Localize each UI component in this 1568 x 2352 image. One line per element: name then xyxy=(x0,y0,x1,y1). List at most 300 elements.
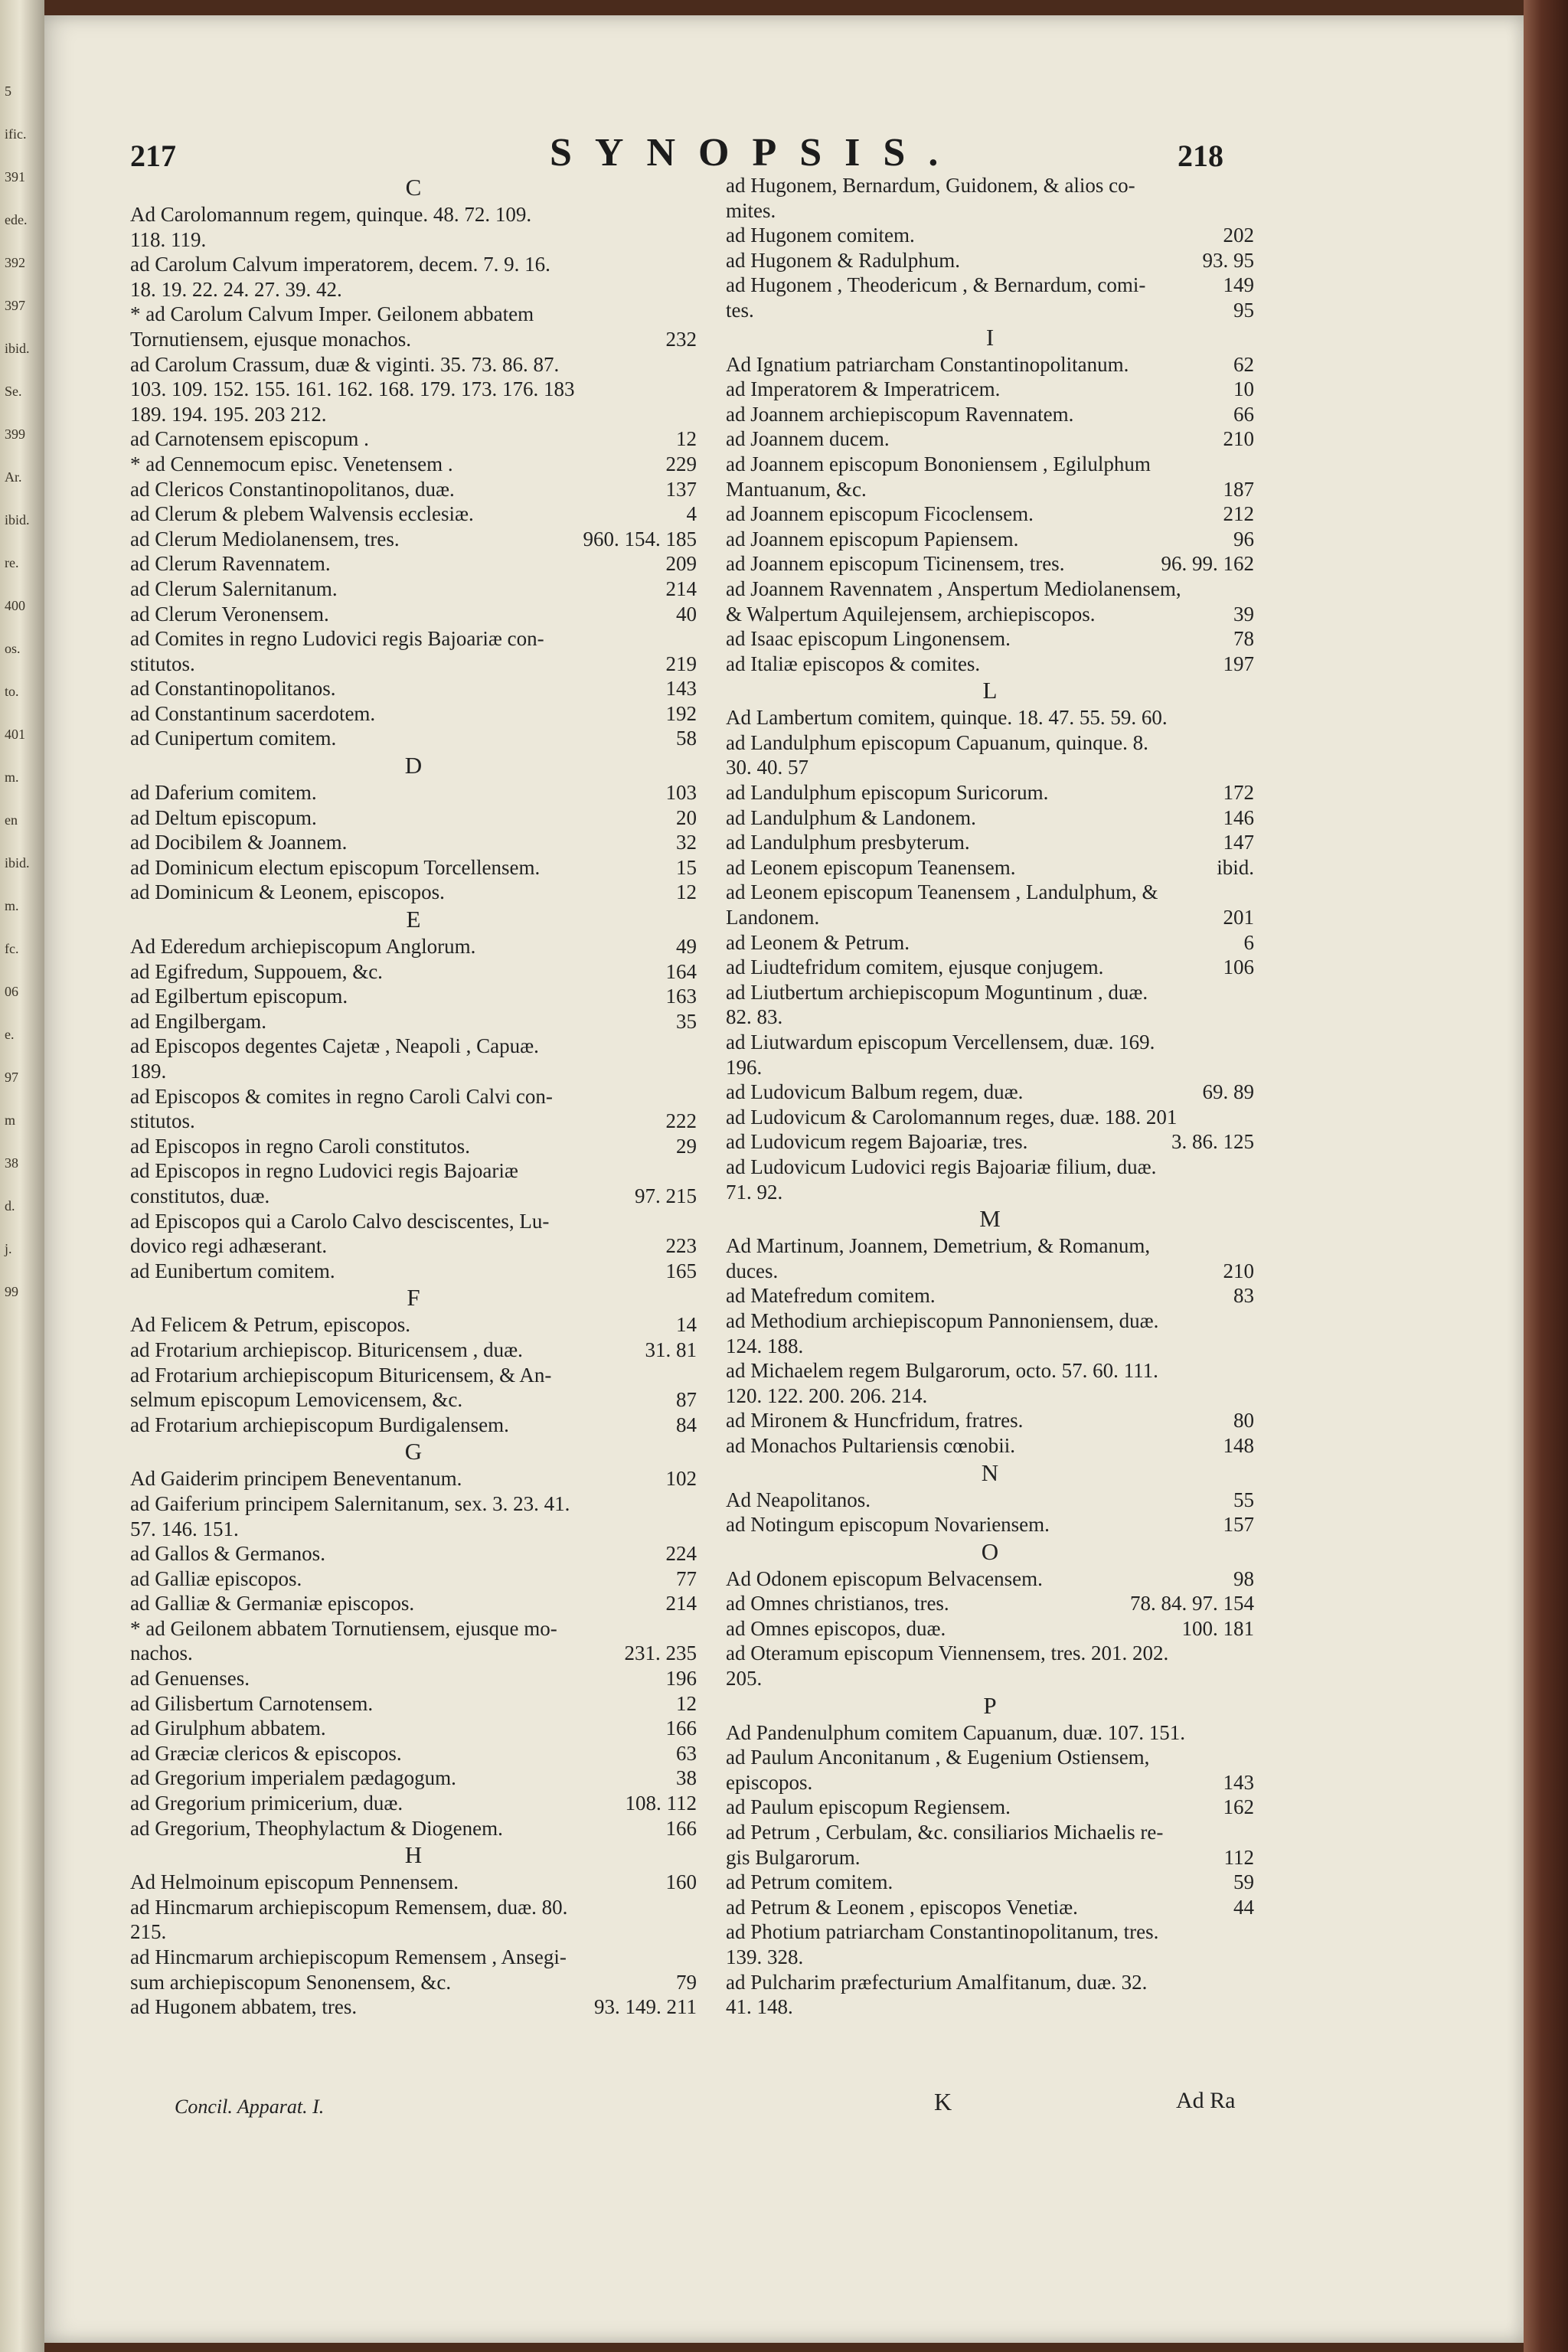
entry-text: 57. 146. 151. xyxy=(130,1517,239,1540)
index-entry xyxy=(130,527,697,552)
entry-text: duces. xyxy=(726,1259,779,1282)
index-entry xyxy=(130,1616,697,1642)
binding-edge-fragment: m. xyxy=(5,769,19,785)
index-entry xyxy=(130,1363,697,1388)
index-entry xyxy=(130,252,697,277)
entry-text: ad Cunipertum comitem. xyxy=(130,727,337,750)
entry-text: ad Docibilem & Joannem. xyxy=(130,831,348,854)
entry-page-ref: 232 xyxy=(665,327,697,351)
page-number-right: 218 xyxy=(1178,139,1223,173)
index-entry xyxy=(726,1970,1254,1995)
index-entry xyxy=(130,959,697,985)
entry-page-ref: 143 xyxy=(665,677,697,701)
index-entry-continuation xyxy=(726,1994,1254,2020)
catchword: Ad Ra xyxy=(1176,2088,1236,2113)
index-entry-continuation xyxy=(726,1845,1254,1870)
section-letter: G xyxy=(404,1438,423,1465)
index-entry xyxy=(726,1720,1254,1746)
section-letter: I xyxy=(985,323,995,351)
index-entry xyxy=(130,1766,697,1791)
binding-edge-fragment: re. xyxy=(5,555,19,570)
entry-page-ref: 210 xyxy=(1223,1259,1254,1282)
entry-text: 118. 119. xyxy=(130,227,207,251)
entry-page-ref: 12 xyxy=(676,1691,697,1715)
entry-text: ad Hincmarum archiepiscopum Remensem , Ansegi- xyxy=(130,1945,567,1968)
entry-text: Ad Odonem episcopum Belvacensem. xyxy=(726,1566,1043,1590)
index-entry xyxy=(726,1488,1254,1513)
section-letter: O xyxy=(981,1537,999,1565)
index-entry xyxy=(726,855,1254,880)
entry-text: ad Egifredum, Suppouem, &c. xyxy=(130,959,383,983)
entry-page-ref: 192 xyxy=(665,701,697,725)
index-entry xyxy=(130,1491,697,1517)
index-entry xyxy=(726,1308,1254,1334)
index-entry xyxy=(726,1080,1254,1105)
entry-text: Tornutiensem, ejusque monachos. xyxy=(130,327,412,351)
index-entry xyxy=(726,980,1254,1005)
entry-text: mites. xyxy=(726,198,776,222)
entry-text: * ad Cennemocum episc. Venetensem . xyxy=(130,452,453,475)
entry-text: Ad Ederedum archiepiscopum Anglorum. xyxy=(130,935,476,959)
index-entry xyxy=(726,352,1254,377)
entry-page-ref: 79 xyxy=(676,1970,697,1994)
index-entry xyxy=(130,805,697,831)
binding-edge-fragment: ibid. xyxy=(5,341,30,356)
index-entry-continuation xyxy=(726,1334,1254,1359)
entry-page-ref: 83 xyxy=(1233,1284,1254,1308)
index-entry-continuation xyxy=(130,327,697,352)
index-entry xyxy=(726,780,1254,805)
entry-text: ad Joannem archiepiscopum Ravennatem. xyxy=(726,402,1074,426)
index-entry xyxy=(130,1541,697,1566)
entry-text: 205. xyxy=(726,1667,763,1690)
entry-page-ref: 165 xyxy=(665,1259,697,1282)
index-column-right xyxy=(726,173,1254,2020)
index-entry-continuation xyxy=(726,755,1254,780)
entry-page-ref: 222 xyxy=(665,1109,697,1133)
entry-page-ref: 44 xyxy=(1233,1895,1254,1919)
index-entry xyxy=(726,652,1254,677)
index-entry-continuation xyxy=(130,1109,697,1134)
entry-text: ad Isaac episcopum Lingonensem. xyxy=(726,627,1011,651)
entry-page-ref: 12 xyxy=(676,427,697,451)
entry-text: ad Liudtefridum comitem, ejusque conjugem. xyxy=(726,956,1104,979)
section-letter: M xyxy=(979,1205,1001,1233)
index-entry-continuation xyxy=(726,1770,1254,1795)
entry-text: ad Clerum Mediolanensem, tres. xyxy=(130,527,400,550)
entry-page-ref: 108. 112 xyxy=(625,1792,697,1815)
index-entry xyxy=(726,880,1254,905)
index-entry-continuation xyxy=(130,1059,697,1084)
binding-edge-fragment: fc. xyxy=(5,941,19,956)
entry-text: ad Dominicum electum episcopum Torcellensem. xyxy=(130,855,541,879)
index-entry xyxy=(130,302,697,327)
entry-text: ad Clerum & plebem Walvensis ecclesiæ. xyxy=(130,502,474,526)
index-entry xyxy=(130,626,697,652)
entry-page-ref: 102 xyxy=(665,1467,697,1491)
index-entry-continuation xyxy=(726,477,1254,502)
entry-text: gis Bulgarorum. xyxy=(726,1845,861,1869)
entry-text: Ad Helmoinum episcopum Pennensem. xyxy=(130,1870,459,1894)
index-entry xyxy=(726,452,1254,477)
index-entry xyxy=(726,1616,1254,1642)
entry-text: ad Ludovicum Balbum regem, duæ. xyxy=(726,1080,1024,1104)
entry-page-ref: 58 xyxy=(676,727,697,750)
entry-text: ad Joannem episcopum Ficoclensem. xyxy=(726,502,1034,526)
entry-text: ad Landulphum episcopum Suricorum. xyxy=(726,781,1049,805)
section-letter: H xyxy=(404,1841,423,1869)
binding-edge-fragment: 397 xyxy=(5,298,25,313)
index-entry xyxy=(130,1994,697,2020)
entry-text: selmum episcopum Lemovicensem, &c. xyxy=(130,1388,463,1412)
index-entry xyxy=(726,426,1254,452)
entry-text: Ad Gaiderim principem Beneventanum. xyxy=(130,1467,462,1491)
entry-page-ref: 93. 149. 211 xyxy=(594,1995,697,2019)
entry-text: 18. 19. 22. 24. 27. 39. 42. xyxy=(130,277,342,301)
index-entry-continuation xyxy=(726,298,1254,323)
index-entry xyxy=(726,1870,1254,1895)
entry-page-ref: 172 xyxy=(1223,781,1254,805)
entry-page-ref: 106 xyxy=(1223,956,1254,979)
index-entry xyxy=(130,1158,697,1184)
index-entry xyxy=(130,602,697,627)
index-entry-continuation xyxy=(130,1387,697,1413)
entry-page-ref: 49 xyxy=(676,935,697,959)
binding-edge-fragment: Ar. xyxy=(5,469,22,485)
index-entry xyxy=(726,1641,1254,1666)
binding-edge-fragment: ede. xyxy=(5,212,28,227)
binding-edge-fragment: 399 xyxy=(5,426,25,442)
section-letter: P xyxy=(983,1691,997,1719)
entry-text: ad Joannem ducem. xyxy=(726,427,890,451)
index-entry-continuation xyxy=(130,1970,697,1995)
entry-text: ad Hugonem , Theodericum , & Bernardum, comi- xyxy=(726,273,1146,297)
entry-page-ref: 96. 99. 162 xyxy=(1161,552,1254,576)
index-entry xyxy=(726,248,1254,273)
index-entry-continuation xyxy=(726,1945,1254,1970)
entry-text: 120. 122. 200. 206. 214. xyxy=(726,1383,928,1407)
index-entry xyxy=(726,1566,1254,1592)
index-entry xyxy=(130,1413,697,1438)
index-entry xyxy=(130,1666,697,1691)
index-entry xyxy=(726,1129,1254,1155)
index-entry xyxy=(130,1791,697,1816)
index-entry xyxy=(726,1233,1254,1259)
entry-page-ref: 103 xyxy=(665,781,697,805)
binding-edge-fragment: j. xyxy=(5,1241,12,1256)
entry-text: ad Leonem episcopum Teanensem. xyxy=(726,855,1016,879)
entry-text: Ad Carolomannum regem, quinque. 48. 72. 109. xyxy=(130,203,532,226)
index-entry xyxy=(130,1466,697,1491)
entry-text: 124. 188. xyxy=(726,1334,804,1357)
index-entry xyxy=(130,452,697,477)
binding-edge-fragment: 99 xyxy=(5,1284,18,1299)
entry-text: ad Gaiferium principem Salernitanum, sex. 3. 23. 41. xyxy=(130,1491,570,1515)
index-entry-continuation xyxy=(726,1055,1254,1080)
index-entry xyxy=(726,527,1254,552)
entry-text: ad Michaelem regem Bulgarorum, octo. 57. 60. 111. xyxy=(726,1359,1158,1383)
entry-text: nachos. xyxy=(130,1642,193,1665)
entry-text: ad Ludovicum & Carolomannum reges, duæ. 188. 201 xyxy=(726,1105,1178,1129)
entry-text: ad Girulphum abbatem. xyxy=(130,1717,326,1740)
index-entry xyxy=(130,1816,697,1841)
index-entry xyxy=(130,551,697,577)
entry-page-ref: 93. 95 xyxy=(1202,248,1254,272)
index-entry-continuation xyxy=(726,1666,1254,1691)
index-entry xyxy=(726,805,1254,831)
entry-page-ref: 214 xyxy=(665,1592,697,1615)
entry-text: ad Episcopos & comites in regno Caroli Calvi con- xyxy=(130,1084,553,1108)
entry-text: 103. 109. 152. 155. 161. 162. 168. 179. 173. 176. 183 xyxy=(130,377,575,401)
book-page xyxy=(44,15,1524,2343)
binding-edge-fragment: 400 xyxy=(5,598,25,613)
entry-page-ref: 210 xyxy=(1223,427,1254,451)
entry-page-ref: 95 xyxy=(1233,298,1254,322)
section-letter: L xyxy=(982,677,998,704)
book-cover-edge xyxy=(1524,0,1568,2352)
index-entry xyxy=(130,984,697,1009)
entry-page-ref: 229 xyxy=(665,452,697,475)
index-entry-continuation xyxy=(130,1641,697,1666)
entry-text: ad Gregorium, Theophylactum & Diogenem. xyxy=(130,1816,503,1840)
entry-page-ref: 3. 86. 125 xyxy=(1171,1130,1254,1154)
entry-text: Ad Neapolitanos. xyxy=(726,1488,871,1511)
index-entry xyxy=(726,705,1254,730)
index-entry xyxy=(130,1691,697,1717)
entry-text: 71. 92. xyxy=(726,1180,783,1204)
entry-page-ref: 4 xyxy=(686,502,697,526)
binding-edge-fragment: 38 xyxy=(5,1155,18,1171)
entry-text: 139. 328. xyxy=(726,1945,804,1968)
entry-text: ad Episcopos qui a Carolo Calvo desciscentes, Lu- xyxy=(130,1209,550,1233)
page-number-left: 217 xyxy=(130,139,176,173)
entry-text: ad Carolum Crassum, duæ & viginti. 35. 73. 86. 87. xyxy=(130,352,560,376)
entry-page-ref: 62 xyxy=(1233,352,1254,376)
index-entry-continuation xyxy=(726,198,1254,224)
entry-page-ref: 960. 154. 185 xyxy=(583,527,697,550)
entry-text: ad Frotarium archiepiscopum Burdigalensem. xyxy=(130,1413,509,1436)
entry-text: ad Joannem episcopum Ticinensem, tres. xyxy=(726,552,1065,576)
entry-text: ad Clerum Veronensem. xyxy=(130,602,329,626)
entry-text: ad Landulphum presbyterum. xyxy=(726,831,970,854)
index-entry xyxy=(130,1741,697,1766)
entry-page-ref: 96 xyxy=(1233,527,1254,550)
index-entry xyxy=(726,577,1254,602)
index-entry xyxy=(130,352,697,377)
entry-text: constitutos, duæ. xyxy=(130,1184,270,1207)
entry-page-ref: 97. 215 xyxy=(635,1184,697,1207)
entry-text: ad Ludovicum regem Bajoariæ, tres. xyxy=(726,1130,1028,1154)
entry-text: 82. 83. xyxy=(726,1005,783,1029)
entry-page-ref: ibid. xyxy=(1217,855,1254,879)
index-entry-continuation xyxy=(130,227,697,253)
entry-text: ad Frotarium archiepiscopum Bituricensem, & An- xyxy=(130,1363,552,1387)
binding-edge-fragment: m. xyxy=(5,898,19,913)
index-entry xyxy=(130,1259,697,1284)
signature-mark: K xyxy=(934,2088,952,2115)
entry-page-ref: 209 xyxy=(665,552,697,576)
index-entry xyxy=(130,1566,697,1592)
entry-page-ref: 162 xyxy=(1223,1795,1254,1819)
entry-page-ref: 14 xyxy=(676,1313,697,1337)
index-entry xyxy=(726,1433,1254,1459)
entry-text: ad Landulphum episcopum Capuanum, quinque. 8. xyxy=(726,730,1148,754)
entry-page-ref: 40 xyxy=(676,602,697,626)
entry-page-ref: 69. 89 xyxy=(1202,1080,1254,1104)
index-entry xyxy=(726,551,1254,577)
entry-text: ad Photium patriarcham Constantinopolitanum, tres. xyxy=(726,1920,1159,1944)
running-head: SYNOPSIS. xyxy=(550,131,962,175)
entry-text: ad Carolum Calvum imperatorem, decem. 7. 9. 16. xyxy=(130,253,550,276)
entry-page-ref: 149 xyxy=(1223,273,1254,297)
entry-page-ref: 78 xyxy=(1233,627,1254,651)
index-entry xyxy=(130,701,697,727)
entry-page-ref: 59 xyxy=(1233,1870,1254,1894)
index-entry xyxy=(726,1919,1254,1945)
index-entry xyxy=(130,934,697,959)
index-entry xyxy=(726,173,1254,198)
binding-edge-fragment: os. xyxy=(5,641,21,656)
entry-page-ref: 78. 84. 97. 154 xyxy=(1130,1592,1254,1615)
entry-text: ad Gregorium primicerium, duæ. xyxy=(130,1792,403,1815)
entry-text: 215. xyxy=(130,1920,167,1944)
entry-page-ref: 148 xyxy=(1223,1433,1254,1457)
entry-text: ad Galliæ episcopos. xyxy=(130,1566,302,1590)
entry-text: 189. 194. 195. 203 212. xyxy=(130,402,327,426)
book-binding-left-page-edge xyxy=(0,0,44,2352)
index-entry xyxy=(130,780,697,805)
binding-edge-fragment: 401 xyxy=(5,727,25,742)
entry-page-ref: 157 xyxy=(1223,1513,1254,1537)
index-entry xyxy=(726,830,1254,855)
index-entry-continuation xyxy=(130,402,697,427)
index-entry xyxy=(130,1034,697,1059)
entry-text: ad Pulcharim præfecturium Amalfitanum, duæ. 32. xyxy=(726,1970,1148,1994)
entry-text: 30. 40. 57 xyxy=(726,756,808,779)
entry-page-ref: 112 xyxy=(1223,1845,1254,1869)
index-entry xyxy=(130,726,697,751)
entry-page-ref: 214 xyxy=(665,577,697,600)
entry-text: ad Paulum Anconitanum , & Eugenium Ostiensem, xyxy=(726,1746,1150,1769)
binding-edge-fragment: 06 xyxy=(5,984,18,999)
entry-text: ad Constantinum sacerdotem. xyxy=(130,701,376,725)
section-letter: E xyxy=(406,906,421,933)
entry-text: ad Omnes episcopos, duæ. xyxy=(726,1616,946,1640)
index-entry xyxy=(130,1716,697,1741)
entry-page-ref: 223 xyxy=(665,1234,697,1258)
entry-text: sum archiepiscopum Senonensem, &c. xyxy=(130,1970,452,1994)
section-letter: D xyxy=(404,752,423,779)
entry-text: ad Carnotensem episcopum . xyxy=(130,427,369,451)
entry-page-ref: 137 xyxy=(665,477,697,501)
entry-text: ad Græciæ clericos & episcopos. xyxy=(130,1741,402,1765)
index-column-left xyxy=(130,173,697,2020)
entry-page-ref: 31. 81 xyxy=(645,1338,697,1361)
index-entry-continuation xyxy=(726,1383,1254,1409)
entry-page-ref: 38 xyxy=(676,1766,697,1790)
entry-text: Ad Felicem & Petrum, episcopos. xyxy=(130,1313,410,1337)
index-entry xyxy=(726,1745,1254,1770)
index-entry-continuation xyxy=(130,652,697,677)
entry-text: ad Frotarium archiepiscop. Bituricensem , duæ. xyxy=(130,1338,523,1361)
entry-text: Mantuanum, &c. xyxy=(726,477,867,501)
entry-text: ad Hugonem, Bernardum, Guidonem, & alios co- xyxy=(726,174,1135,197)
entry-page-ref: 66 xyxy=(1233,402,1254,426)
binding-edge-fragment: m xyxy=(5,1112,16,1128)
entry-page-ref: 29 xyxy=(676,1134,697,1158)
entry-page-ref: 87 xyxy=(676,1388,697,1412)
entry-text: ad Episcopos degentes Cajetæ , Neapoli , Capuæ. xyxy=(130,1034,539,1058)
index-entry xyxy=(726,730,1254,756)
index-entry xyxy=(726,1795,1254,1820)
entry-text: ad Petrum , Cerbulam, &c. consiliarios Michaelis re- xyxy=(726,1821,1164,1844)
entry-page-ref: 163 xyxy=(665,985,697,1008)
index-entry-continuation xyxy=(726,1259,1254,1284)
index-entry xyxy=(726,273,1254,298)
entry-page-ref: 219 xyxy=(665,652,697,675)
index-entry xyxy=(130,1945,697,1970)
index-entry xyxy=(130,577,697,602)
entry-page-ref: 6 xyxy=(1243,930,1254,954)
entry-text: ad Liutwardum episcopum Vercellensem, duæ. 169. xyxy=(726,1031,1155,1054)
index-entry xyxy=(130,1312,697,1338)
entry-text: stitutos. xyxy=(130,1109,195,1133)
entry-text: ad Oteramum episcopum Viennensem, tres. 201. 202. xyxy=(726,1642,1169,1665)
entry-text: Ad Martinum, Joannem, Demetrium, & Romanum, xyxy=(726,1234,1151,1258)
entry-page-ref: 202 xyxy=(1223,224,1254,247)
index-entry-continuation xyxy=(130,377,697,402)
entry-text: Ad Lambertum comitem, quinque. 18. 47. 55. 59. 60. xyxy=(726,706,1168,730)
entry-text: ad Comites in regno Ludovici regis Bajoariæ con- xyxy=(130,627,544,651)
index-entry xyxy=(130,1084,697,1109)
entry-text: ad Dominicum & Leonem, episcopos. xyxy=(130,880,445,904)
index-entry xyxy=(130,1338,697,1363)
entry-text: ad Leonem episcopum Teanensem , Landulphum, & xyxy=(726,880,1158,904)
index-entry xyxy=(130,477,697,502)
entry-text: stitutos. xyxy=(130,652,195,675)
index-entry xyxy=(130,501,697,527)
entry-text: ad Gregorium imperialem pædagogum. xyxy=(130,1766,456,1790)
index-entry xyxy=(130,1134,697,1159)
entry-page-ref: 164 xyxy=(665,959,697,983)
entry-text: Ad Ignatium patriarcham Constantinopolitanum. xyxy=(726,352,1129,376)
entry-page-ref: 35 xyxy=(676,1009,697,1033)
index-entry xyxy=(130,202,697,227)
entry-text: ad Egilbertum episcopum. xyxy=(130,985,348,1008)
section-letter: N xyxy=(981,1459,999,1486)
entry-text: ad Clericos Constantinopolitanos, duæ. xyxy=(130,477,455,501)
index-entry xyxy=(726,626,1254,652)
index-entry-continuation xyxy=(130,277,697,302)
binding-edge-fragment: 392 xyxy=(5,255,25,270)
entry-page-ref: 166 xyxy=(665,1816,697,1840)
index-entry xyxy=(726,1591,1254,1616)
section-letter: F xyxy=(407,1284,420,1312)
entry-text: Landonem. xyxy=(726,906,820,929)
entry-page-ref: 12 xyxy=(676,880,697,904)
entry-text: 196. xyxy=(726,1055,763,1079)
index-entry xyxy=(130,1895,697,1920)
index-entry-continuation xyxy=(130,1184,697,1209)
entry-page-ref: 143 xyxy=(1223,1770,1254,1794)
entry-text: ad Petrum & Leonem , episcopos Venetiæ. xyxy=(726,1895,1078,1919)
binding-edge-fragment: d. xyxy=(5,1198,15,1214)
index-entry xyxy=(130,855,697,880)
entry-text: dovico regi adhæserant. xyxy=(130,1234,328,1258)
entry-text: 41. 148. xyxy=(726,1995,793,2019)
entry-page-ref: 196 xyxy=(665,1667,697,1690)
entry-text: ad Episcopos in regno Ludovici regis Bajoariæ xyxy=(130,1159,518,1183)
